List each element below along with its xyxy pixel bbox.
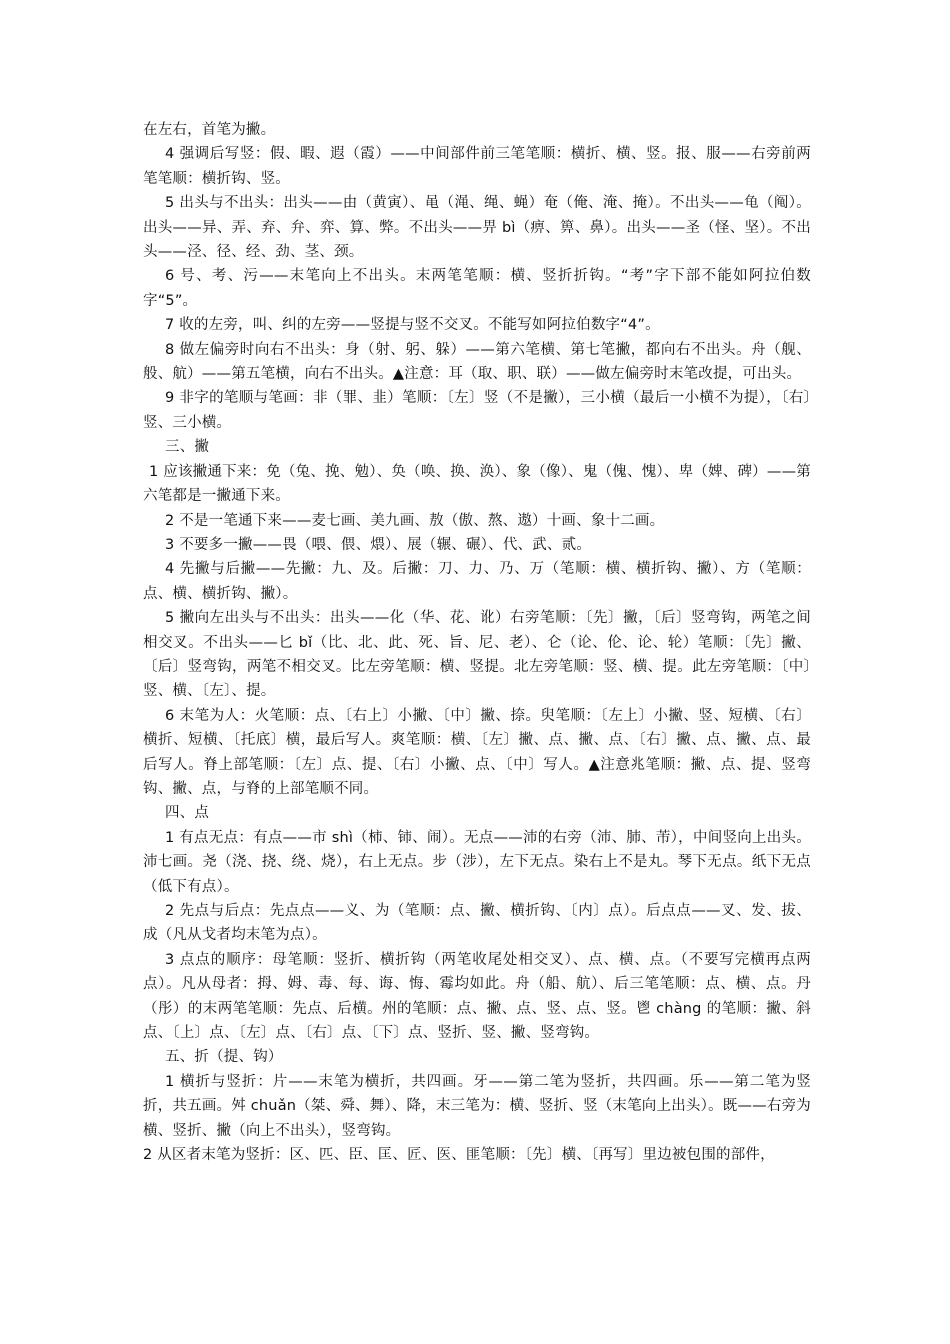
paragraph: 2 不是一笔通下来——麦七画、美九画、敖（傲、熬、遨）十画、象十二画。 [165,512,665,529]
paragraph: 5 出头与不出头：出头——由（黄寅）、黾（渑、绳、蝇）奄（俺、淹、掩）。不出头——龟（阄）。出头——异、弄、弃、弁、弈、算、弊。不出头——畀 bì（痹、箅、鼻）。出头——圣（怪、坚）。不出头——泾、径、经、劲、茎、颈。 [143,195,811,261]
paragraph: 4 先撇与后撇——先撇：九、及。后撇：刀、力、乃、万（笔顺：横、横折钩、撇）、方（笔顺：点、横、横折钩、撇）。 [143,561,811,602]
section-heading: 五、折（提、钩） [165,1049,283,1066]
section-heading: 三、撇 [165,439,210,456]
paragraph: 2 先点与后点：先点点——义、为（笔顺：点、撇、横折钩、〔内〕点）。后点点——叉、发、拔、成（凡从戈者均末笔为点）。 [143,903,811,944]
paragraph: 3 点点的顺序：母笔顺：竖折、横折钩（两笔收尾处相交叉）、点、横、点。（不要写完横再点两点）。凡从母者：拇、姆、毒、每、诲、悔、霉均如此。舟（船、航）、后三笔笔顺：点、横、点。丹（彤）的末两笔笔顺：先点、后横。州的笔顺：点、撇、点、竖、点、竖。鬯 chàng 的笔顺：撇、斜点、〔上〕点、〔左〕点、〔右〕点、〔下〕点、竖折、竖、撇、竖弯钩。 [143,951,811,1042]
paragraph: 7 收的左旁，叫、纠的左旁——竖提与竖不交叉。不能写如阿拉伯数字“4”。 [165,317,660,334]
paragraph: 8 做左偏旁时向右不出头：身（射、躬、躲）——第六笔横、第七笔撇，都向右不出头。舟（舰、般、航）——第五笔横，向右不出头。▲注意：耳（取、职、联）——做左偏旁时末笔改提，可出头。 [143,341,811,383]
paragraph: 5 撇向左出头与不出头：出头——化（华、花、讹）右旁笔顺：〔先〕撇，〔后〕竖弯钩，两笔之间相交叉。不出头——匕 bǐ（比、北、此、死、旨、尼、老）、仑（论、伦、论、轮）笔顺：〔先〕撇、〔后〕竖弯钩，两笔不相交叉。比左旁笔顺：横、竖提。北左旁笔顺：竖、横、提。此左旁笔顺：〔中〕竖、横、〔左〕、提。 [143,610,811,700]
paragraph: 9 非字的笔顺与笔画：非（罪、韭）笔顺：〔左〕竖（不是撇），三小横（最后一小横不为提），〔右〕竖、三小横。 [143,390,811,431]
paragraph: 6 号、考、污——末笔向上不出头。末两笔笔顺：横、竖折折钩。“考”字下部不能如阿拉伯数字“5”。 [143,268,811,309]
paragraph: 1 横折与竖折：片——末笔为横折，共四画。牙——第二笔为竖折，共四画。乐——第二笔为竖折，共五画。舛 chuǎn（桀、舜、舞）、降，末三笔为：横、竖折、竖（末笔向上出头）。既——右旁为横、竖折、撇（向上不出头），竖弯钩。 [143,1073,811,1139]
paragraph: 在左右，首笔为撇。 [143,122,276,138]
paragraph: 6 末笔为人：火笔顺：点、〔右上〕小撇、〔中〕撇、捺。臾笔顺：〔左上〕小撇、竖、短横、〔右〕横折、短横、〔托底〕横，最后写人。爽笔顺：横、〔左〕撇、点、撇、点、〔右〕撇、点、撇、点、最后写人。脊上部笔顺：〔左〕点、提、〔右〕小撇、点、〔中〕写人。▲注意兆笔顺：撇、点、提、竖弯钩、撇、点，与脊的上部笔顺不同。 [143,707,811,797]
document-body [143,118,811,1167]
paragraph: 1 有点无点：有点——市 shì（柿、铈、闹）。无点——沛的右旁（沛、肺、芾），中间竖向上出头。沛七画。尧（浇、挠、绕、烧），右上无点。步（涉），左下无点。染右上不是丸。琴下无点。纸下无点（低下有点）。 [143,829,811,895]
paragraph: 3 不要多一撇——畏（喂、偎、煨）、展（辗、碾）、代、武、贰。 [165,536,592,553]
paragraph: 2 从区者末笔为竖折：区、匹、臣、匡、匠、医、匪笔顺：〔先〕横、〔再写〕里边被包围的部件， [143,1147,775,1164]
paragraph: 1 应该撇通下来：免（兔、挽、勉）、奂（唤、换、涣）、象（像）、鬼（傀、愧）、卑（婢、碑）——第六笔都是一撇通下来。 [143,463,811,505]
section-heading: 四、点 [165,805,210,822]
paragraph: 4 强调后写竖：假、暇、遐（霞）——中间部件前三笔笔顺：横折、横、竖。报、服——右旁前两笔笔顺：横折钩、竖。 [143,146,811,187]
